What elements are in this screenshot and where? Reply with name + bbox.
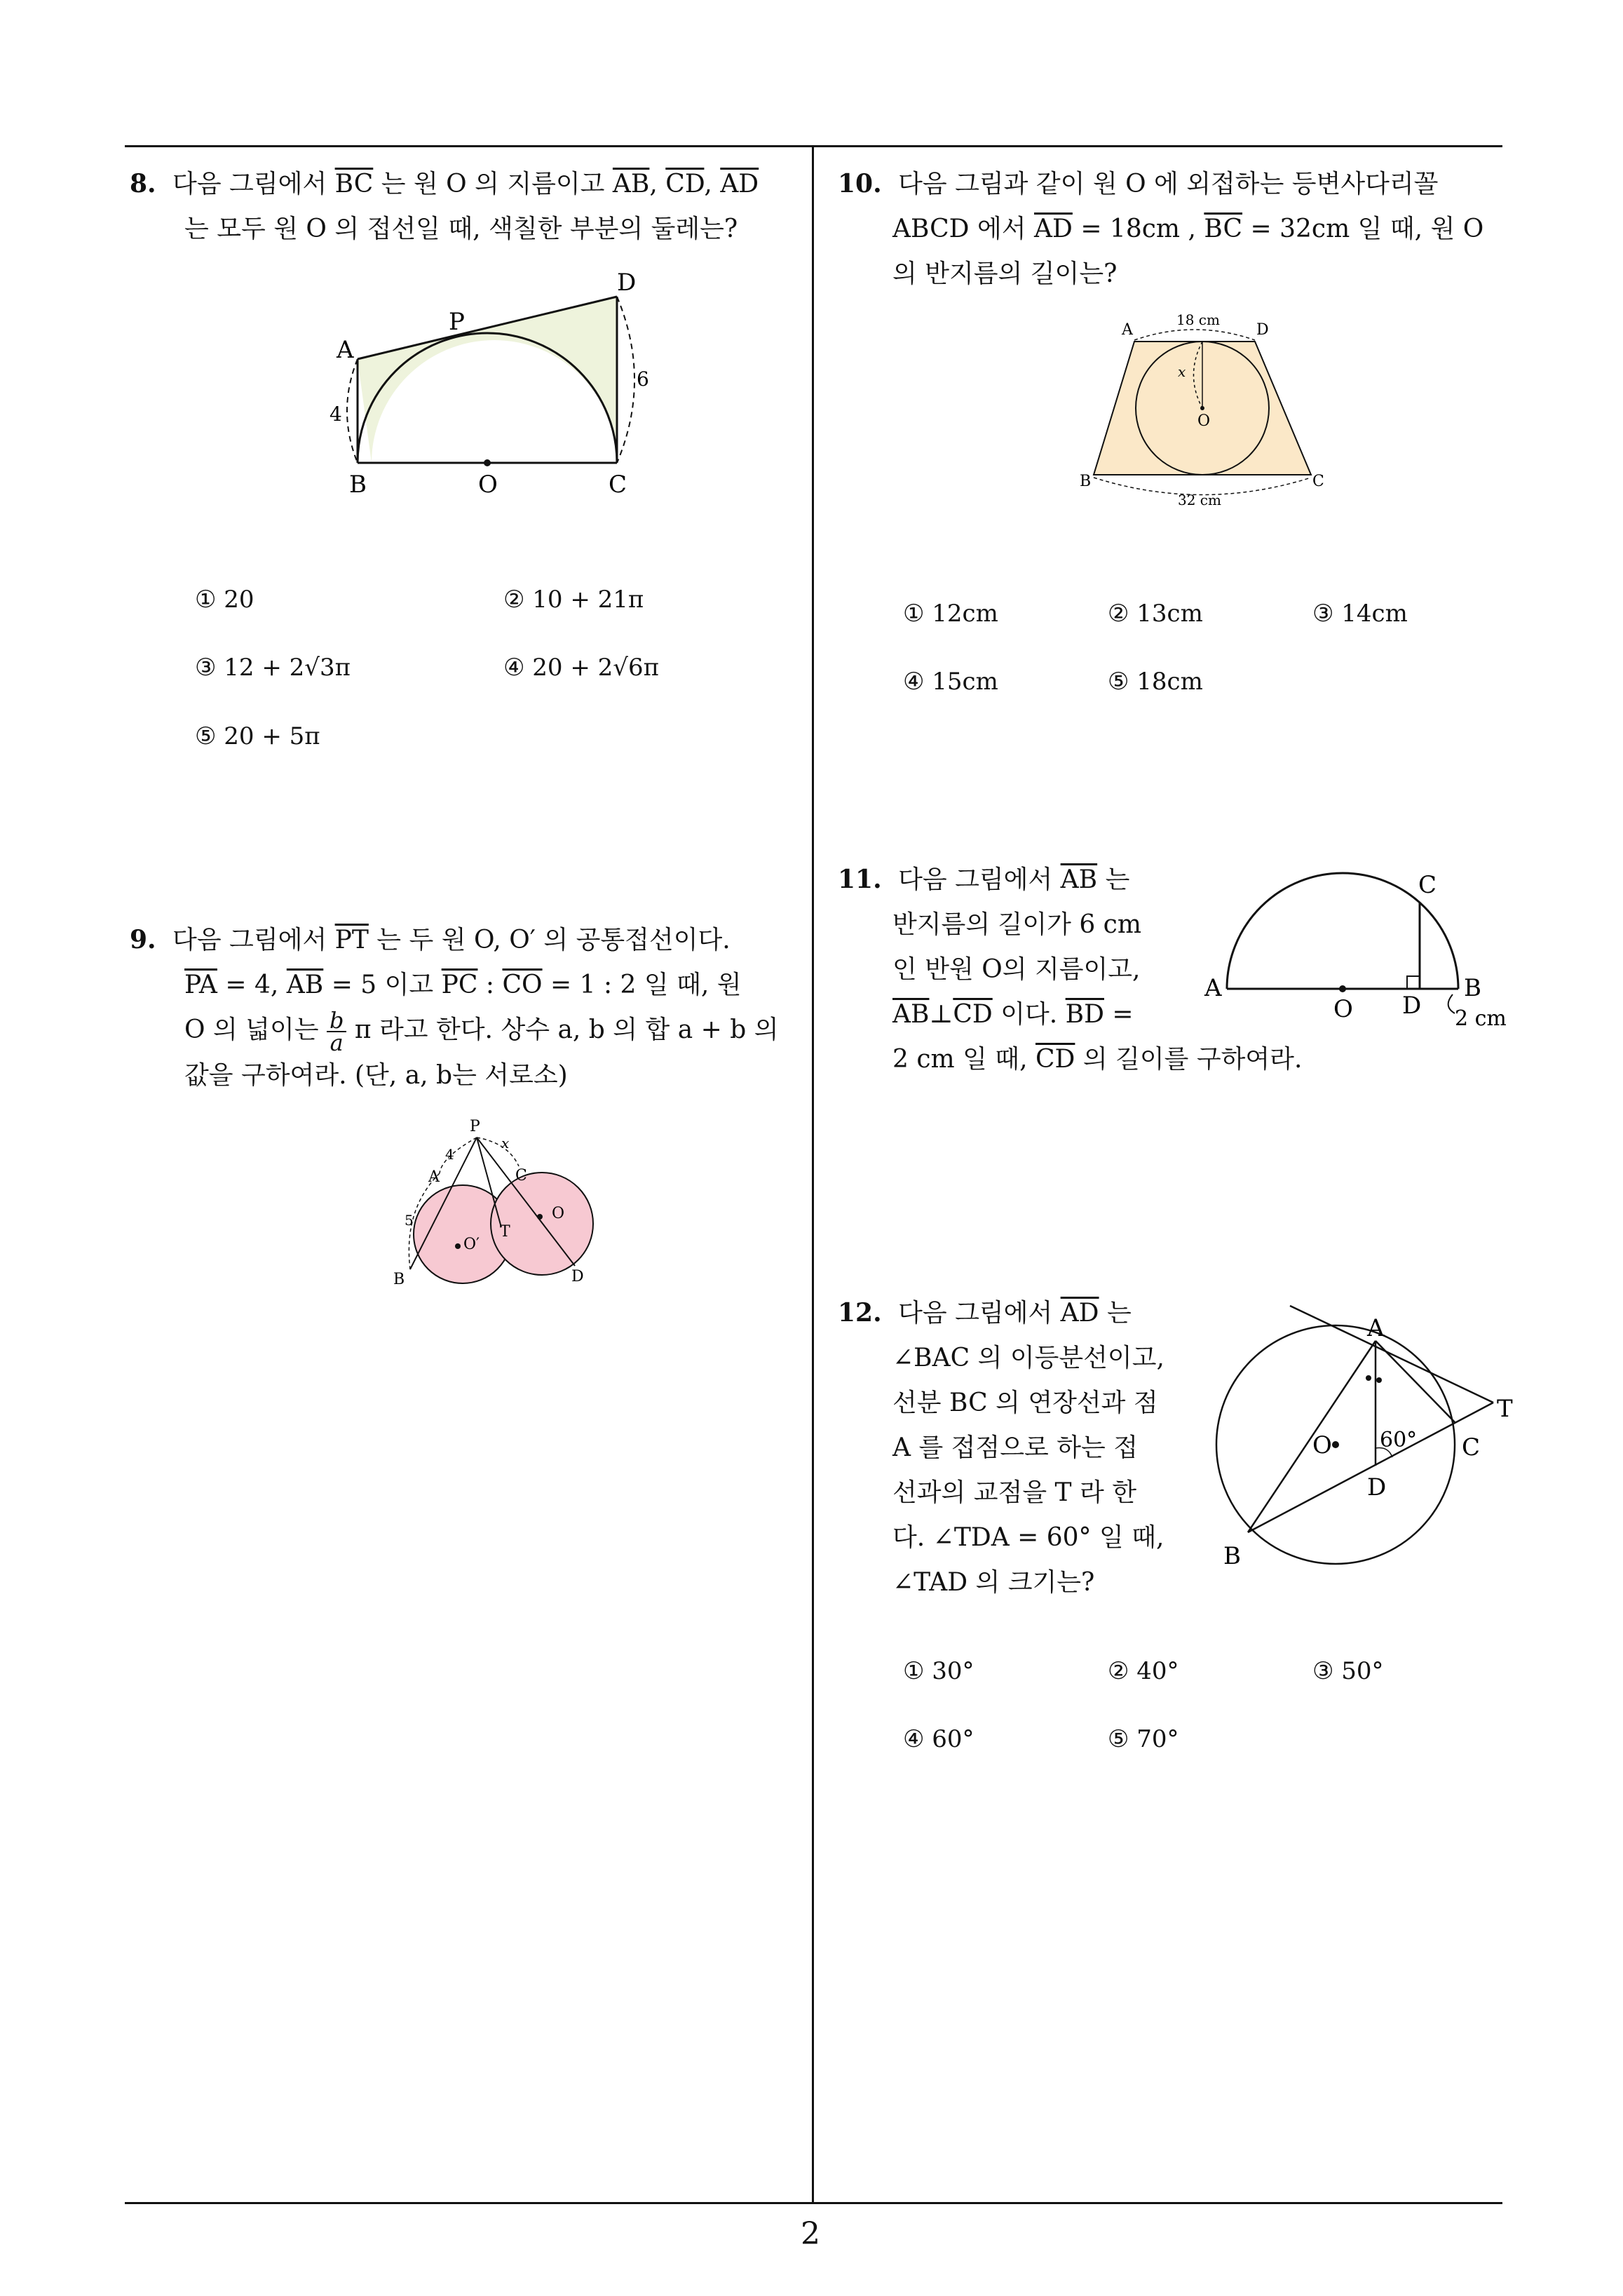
figure-q9 — [389, 1119, 613, 1308]
center-dot — [1200, 406, 1204, 410]
label-o: O — [1312, 1431, 1332, 1459]
label-a: A — [1367, 1314, 1385, 1342]
segment-ab: $\overline{AB}$ — [1060, 865, 1098, 894]
label-d: D — [571, 1268, 584, 1285]
label-6: 6 — [637, 367, 649, 391]
label-b: B — [1223, 1542, 1241, 1570]
segment-cd: $\overline{CD}$ — [953, 1000, 993, 1029]
label-d: D — [617, 269, 637, 297]
choice-5[interactable]: ⑤ 70° — [1108, 1725, 1179, 1753]
segment-bc: $\overline{BC}$ — [1204, 215, 1243, 243]
line-ac — [1376, 1341, 1455, 1422]
segment-pt: $\overline{PT}$ — [334, 926, 369, 954]
text: A 를 접점으로 하는 접 — [892, 1433, 1138, 1462]
text: 의 반지름의 길이는? — [892, 259, 1118, 288]
label-t: T — [1497, 1395, 1513, 1423]
text: = 5 이고 — [331, 971, 434, 999]
label-d: D — [1367, 1473, 1387, 1501]
label-o: O — [478, 471, 498, 499]
text: π 라고 한다. 상수 a, b 의 합 a + b 의 — [354, 1015, 779, 1044]
perp-symbol: ⊥ — [929, 1000, 953, 1029]
choice-1[interactable]: ① 12cm — [903, 600, 998, 628]
choice-2[interactable]: ② 10 + 21π — [503, 586, 644, 614]
center-dot — [1339, 985, 1346, 992]
choice-5[interactable]: ⑤ 20 + 5π — [195, 722, 320, 750]
text: ∠TAD 의 크기는? — [892, 1568, 1095, 1597]
fraction-denominator: a — [330, 1029, 344, 1056]
segment-ad: $\overline{AD}$ — [1033, 215, 1073, 243]
label-a: A — [428, 1168, 440, 1186]
text: 다음 그림에서 — [172, 170, 327, 198]
center-dot — [484, 459, 491, 466]
shaded-region — [358, 297, 617, 463]
segment-bd: $\overline{BD}$ — [1065, 1000, 1104, 1029]
segment-cd: $\overline{CD}$ — [1035, 1045, 1075, 1074]
text: 는 원 O 의 지름이고 — [381, 170, 605, 198]
segment-ab: $\overline{AB}$ — [892, 1000, 930, 1029]
question-number: 12. — [838, 1298, 882, 1328]
page-number: 2 — [801, 2216, 820, 2252]
label-angle: 60° — [1380, 1428, 1418, 1452]
text: = 4, — [225, 971, 279, 999]
question-number: 11. — [838, 865, 882, 894]
label-a: A — [1122, 321, 1133, 339]
text: 반지름의 길이가 6 cm — [892, 910, 1141, 939]
label-b: B — [1464, 974, 1481, 1002]
text: 의 길이를 구하여라. — [1082, 1045, 1303, 1074]
segment-cd: $\overline{CD}$ — [665, 170, 705, 198]
label-32cm: 32 cm — [1178, 492, 1221, 508]
choice-2[interactable]: ② 40° — [1108, 1657, 1179, 1685]
comma: , — [704, 170, 712, 198]
text: 2 cm 일 때, — [892, 1045, 1028, 1074]
text: 는 — [1106, 1299, 1132, 1328]
label-x: x — [501, 1135, 510, 1152]
choice-1[interactable]: ① 30° — [903, 1657, 975, 1685]
text: 다음 그림에서 — [898, 865, 1053, 894]
dashed-arc-top — [1134, 330, 1255, 340]
figure-q10 — [1080, 312, 1332, 515]
fraction — [327, 1007, 346, 1056]
text: O 의 넓이는 — [184, 1015, 319, 1044]
choice-4[interactable]: ④ 60° — [903, 1725, 975, 1753]
line-ab — [1248, 1341, 1376, 1532]
label-t: T — [500, 1223, 510, 1241]
text: 는 두 원 O, O′ 의 공통접선이다. — [376, 926, 731, 954]
center-o — [537, 1214, 543, 1220]
dashed-arc-ab — [347, 359, 358, 463]
choice-4[interactable]: ④ 15cm — [903, 668, 998, 696]
segment-ad: $\overline{AD}$ — [1060, 1299, 1099, 1328]
label-x: x — [1178, 363, 1186, 380]
text: 인 반원 O의 지름이고, — [892, 955, 1141, 984]
text: 다음 그림에서 — [172, 926, 327, 954]
label-b: B — [1080, 473, 1092, 490]
text: 선과의 교점을 T 라 한 — [892, 1478, 1136, 1507]
angle-mark-1 — [1366, 1375, 1371, 1381]
segment-pc: $\overline{PC}$ — [441, 971, 478, 999]
text: = 18cm , — [1080, 215, 1196, 243]
label-o: O — [1197, 412, 1211, 430]
right-angle-mark — [1407, 976, 1420, 989]
label-c: C — [1462, 1433, 1481, 1461]
choice-4[interactable]: ④ 20 + 2√6π — [503, 654, 659, 682]
label-c: C — [515, 1167, 527, 1184]
question-9-text — [130, 917, 803, 1098]
pointer-arrow — [1448, 994, 1455, 1013]
choice-3[interactable]: ③ 50° — [1312, 1657, 1384, 1685]
text: 다. ∠TDA = 60° 일 때, — [892, 1523, 1164, 1552]
question-12-text — [838, 1290, 1188, 1605]
label-4: 4 — [330, 403, 342, 426]
choice-2[interactable]: ② 13cm — [1108, 600, 1203, 628]
text: = — [1112, 1000, 1134, 1029]
segment-ad: $\overline{AD}$ — [720, 170, 759, 198]
segment-ab: $\overline{AB}$ — [286, 971, 324, 999]
segment-bc: $\overline{BC}$ — [334, 170, 374, 198]
label-18cm: 18 cm — [1176, 311, 1220, 328]
center-o-prime — [455, 1243, 461, 1249]
label-a: A — [337, 336, 354, 364]
text: 선분 BC 의 연장선과 점 — [892, 1389, 1158, 1417]
label-d: D — [1256, 321, 1269, 339]
comma: , — [649, 170, 658, 198]
question-number: 8. — [130, 169, 156, 198]
column-divider — [812, 145, 814, 2203]
figure-q11 — [1199, 863, 1521, 1045]
figure-q12 — [1199, 1297, 1528, 1592]
label-c: C — [609, 471, 627, 499]
text: 는 — [1105, 865, 1130, 894]
label-p: P — [470, 1118, 480, 1135]
colon: : — [485, 971, 495, 999]
bottom-rule — [125, 2202, 1502, 2204]
center-dot — [1332, 1441, 1339, 1448]
choice-5[interactable]: ⑤ 18cm — [1108, 668, 1203, 696]
segment-pa: $\overline{PA}$ — [184, 971, 217, 999]
label-b: B — [349, 471, 367, 499]
label-4: 4 — [445, 1146, 454, 1163]
segment-ab: $\overline{AB}$ — [612, 170, 650, 198]
text: = 32cm 일 때, 원 O — [1250, 215, 1484, 243]
text: 다음 그림과 같이 원 O 에 외접하는 등변사다리꼴 — [898, 170, 1439, 198]
text: 는 모두 원 O 의 접선일 때, 색칠한 부분의 둘레는? — [184, 215, 738, 243]
segment-co: $\overline{CO}$ — [502, 971, 543, 999]
text: 값을 구하여라. (단, a, b는 서로소) — [184, 1061, 568, 1090]
figure-q8 — [322, 269, 659, 505]
label-a: A — [1204, 974, 1222, 1002]
text: ABCD 에서 — [892, 215, 1026, 243]
angle-mark-2 — [1376, 1377, 1382, 1383]
label-5: 5 — [405, 1212, 414, 1229]
label-b: B — [393, 1271, 405, 1288]
choice-3[interactable]: ③ 14cm — [1312, 600, 1408, 628]
fraction-numerator: b — [327, 1010, 346, 1032]
choice-3[interactable]: ③ 12 + 2√3π — [195, 654, 351, 682]
label-o: O — [1333, 995, 1353, 1023]
label-o: O — [552, 1205, 565, 1222]
text: ∠BAC 의 이등분선이고, — [892, 1344, 1164, 1372]
tangent-line — [1290, 1306, 1493, 1403]
text: 다음 그림에서 — [898, 1299, 1053, 1328]
text: 이다. — [1000, 1000, 1058, 1029]
label-c: C — [1418, 871, 1437, 899]
text: = 1 : 2 일 때, 원 — [550, 971, 742, 999]
question-number: 10. — [838, 169, 882, 198]
label-2cm: 2 cm — [1455, 1006, 1507, 1031]
question-8-text — [130, 161, 803, 252]
line-bt — [1248, 1403, 1493, 1532]
choice-1[interactable]: ① 20 — [195, 586, 254, 614]
label-o-prime: O′ — [463, 1236, 480, 1253]
label-d: D — [1402, 992, 1422, 1020]
dashed-arc-cd — [617, 297, 634, 463]
label-c: C — [1312, 473, 1324, 490]
label-p: P — [449, 308, 465, 336]
question-10-text — [838, 161, 1497, 297]
question-number: 9. — [130, 925, 156, 954]
